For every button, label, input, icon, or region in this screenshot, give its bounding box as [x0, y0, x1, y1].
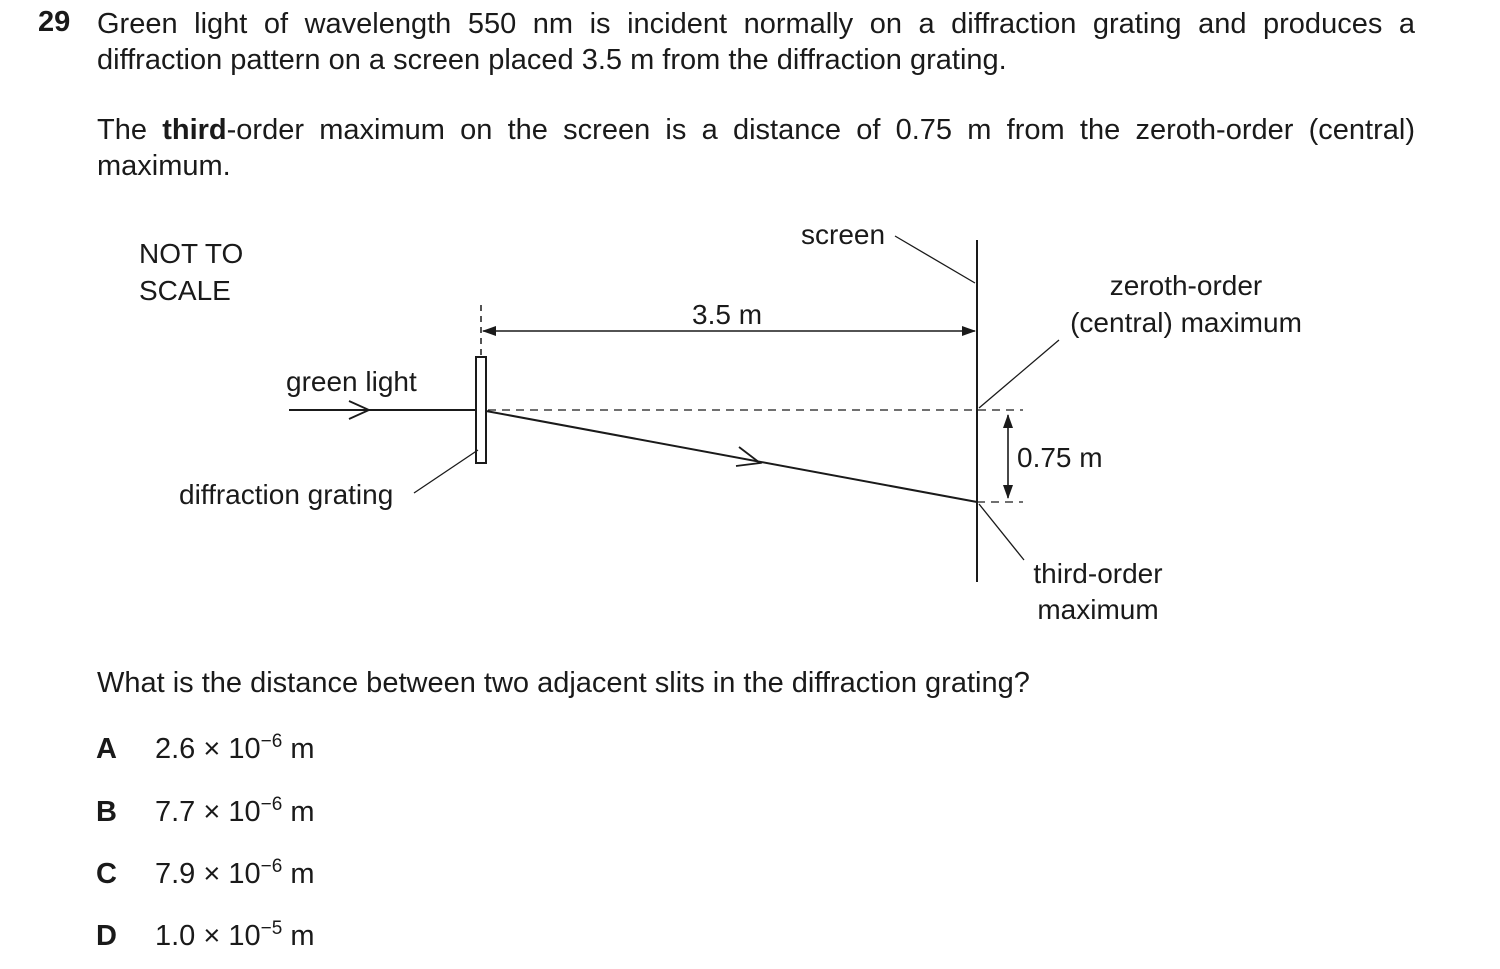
- not-to-scale-line1: NOT TO: [139, 238, 244, 269]
- option-value: [155, 733, 315, 766]
- option-letter: C: [96, 858, 117, 890]
- grating-leader: [414, 450, 478, 493]
- question-number: 29: [38, 6, 71, 38]
- zeroth-order-label-line1: zeroth-order: [1109, 270, 1263, 301]
- zeroth-order-label-line2: (central) maximum: [1070, 307, 1302, 338]
- option-value: [155, 920, 315, 953]
- grating-label: diffraction grating: [179, 479, 394, 510]
- option-letter: A: [96, 733, 117, 765]
- option-letter: B: [96, 796, 117, 828]
- option-mantissa: 1.0 × 10: [155, 920, 261, 952]
- zeroth-order-leader: [979, 340, 1059, 408]
- question-intro: Green light of wavelength 550 nm is incident normally on a diffraction grating and produces a diffraction pattern on a screen placed 3.5 m from the diffraction grating.: [97, 8, 1415, 76]
- option-value: [155, 796, 315, 829]
- diffraction-grating: [476, 357, 486, 463]
- offset-label: 0.75 m: [1017, 442, 1103, 473]
- distance-label: 3.5 m: [692, 299, 763, 330]
- option-unit: m: [290, 858, 315, 890]
- option-unit: m: [290, 920, 315, 952]
- detail-rest: -order maximum on the screen is a distance of 0.75 m from the zeroth-order (central) maximum.: [97, 114, 1415, 182]
- option-unit: m: [290, 796, 315, 828]
- screen-label: screen: [801, 219, 886, 250]
- screen-leader: [895, 236, 975, 283]
- third-order-label-line1: third-order: [1033, 558, 1163, 589]
- option-exponent: −5: [260, 918, 283, 939]
- detail-start: The: [97, 114, 163, 146]
- diffracted-ray-arrowhead: [736, 447, 760, 466]
- third-order-label-line2: maximum: [1037, 594, 1159, 625]
- green-light-label: green light: [286, 366, 417, 397]
- option-mantissa: 7.7 × 10: [155, 796, 261, 828]
- option-exponent: −6: [260, 856, 283, 877]
- diffracted-ray: [486, 411, 977, 502]
- option-unit: m: [290, 733, 315, 765]
- option-exponent: −6: [260, 731, 283, 752]
- option-value: [155, 858, 315, 891]
- option-exponent: −6: [260, 794, 283, 815]
- option-mantissa: 2.6 × 10: [155, 733, 261, 765]
- detail-bold-word: third: [162, 114, 227, 146]
- not-to-scale-line2: SCALE: [139, 275, 231, 306]
- question-prompt: What is the distance between two adjacent slits in the diffraction grating?: [97, 667, 1030, 699]
- third-order-leader: [979, 504, 1024, 560]
- option-letter: D: [96, 920, 117, 952]
- option-mantissa: 7.9 × 10: [155, 858, 261, 890]
